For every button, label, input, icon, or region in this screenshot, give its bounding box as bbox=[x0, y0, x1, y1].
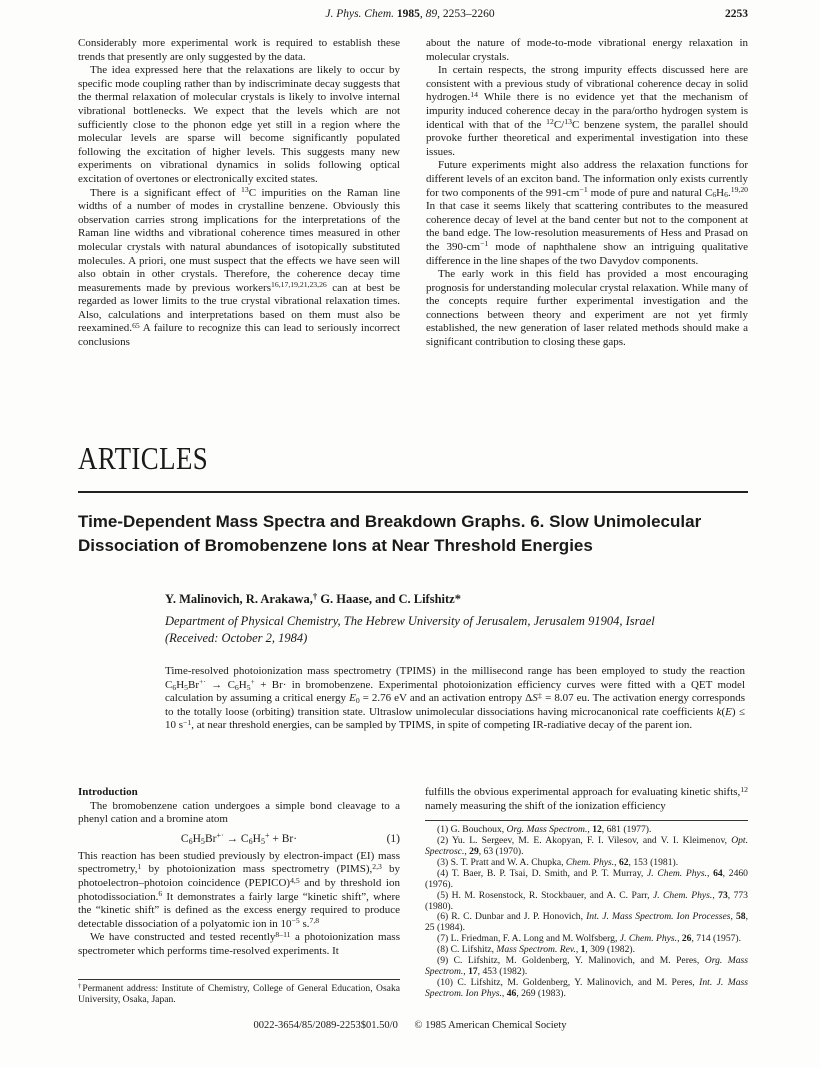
text-run: , 25 (1984). bbox=[425, 911, 748, 934]
references-rule bbox=[425, 820, 748, 821]
bold-run: 1985 bbox=[396, 8, 420, 20]
italic-run: Int. J. Mass Spectrom. Ion Processes bbox=[586, 911, 731, 923]
bold-run: 26 bbox=[681, 933, 692, 945]
bold-run: 73 bbox=[718, 889, 728, 901]
abstract bbox=[165, 665, 745, 733]
italic-run: Opt. Spectrosc. bbox=[425, 835, 748, 857]
superscript: 7,8 bbox=[309, 916, 320, 926]
text-run: Br bbox=[187, 678, 199, 691]
section-heading: ARTICLES bbox=[78, 440, 209, 476]
equation-number: (1) bbox=[386, 832, 400, 845]
article-title: Time-Dependent Mass Spectra and Breakdown Graphs. 6. Slow Unimolecular Dissociation of Bromobenzene Ions at Near Threshold Energies bbox=[78, 512, 702, 555]
italic-run: J. Chem. Phys. bbox=[652, 889, 713, 901]
text-run: (1) G. Bouchoux, bbox=[437, 824, 507, 836]
superscript: 8–11 bbox=[275, 929, 291, 939]
references bbox=[425, 825, 748, 1000]
text-run: , 714 (1957). bbox=[691, 933, 742, 945]
text-run: . bbox=[727, 186, 731, 199]
text-run: and by threshold ion photodissociation. bbox=[78, 876, 400, 903]
superscript: 2,3 bbox=[372, 861, 382, 871]
italic-run: E bbox=[725, 705, 732, 718]
text-run: H bbox=[252, 832, 261, 845]
superscript: −5 bbox=[291, 916, 300, 926]
text-run: , 453 (1982). bbox=[477, 965, 528, 977]
italic-run: Org. Mass Spectrom. bbox=[425, 955, 748, 977]
left-column bbox=[78, 37, 400, 350]
text-run: Considerably more experimental work is required to establish these trends that presently are only suggested by the data. bbox=[78, 37, 400, 63]
introduction-left-column bbox=[78, 786, 400, 1005]
text-run: , bbox=[706, 867, 714, 879]
text-run: (8) C. Lifshitz, bbox=[437, 944, 497, 956]
bold-run: 46 bbox=[506, 987, 517, 999]
text-run: fulfills the obvious experimental approach for evaluating kinetic shifts, bbox=[425, 786, 741, 798]
text-run: (2) Yu. L. Sergeev, M. E. Akopyan, F. I. Vilesov, and V. I. Kleimenov, bbox=[437, 835, 732, 847]
text-run: ) ≤ 10 s bbox=[165, 705, 746, 732]
text-run: , bbox=[730, 911, 736, 923]
issn-code: 0022-3654/85/2089-2253$01.50/0 bbox=[253, 1020, 398, 1031]
text-run: , bbox=[677, 933, 682, 945]
bold-run: 64 bbox=[713, 867, 723, 879]
italic-run: Mass Spectrom. Rev. bbox=[496, 944, 576, 956]
text-run: Permanent address: Institute of Chemistry, College of General Education, Osaka University, Osaka, Japan. bbox=[78, 983, 400, 1005]
text-run: (3) S. T. Pratt and W. A. Chupka, bbox=[437, 856, 566, 868]
text-run: (4) T. Baer, B. P. Tsai, D. Smith, and P. T. Murray, bbox=[437, 867, 648, 879]
text-run: , bbox=[463, 965, 469, 977]
text-run: It demonstrates a fairly large “kinetic shift”, where the “kinetic shift” is defined as the excess energy required to produce detectable dissociation of a polyatomic ion in 10 bbox=[78, 890, 400, 930]
text-run: mode of naphthalene show an intriguing qualitative difference in the line shapes of the two Davydov components. bbox=[426, 240, 748, 267]
text-run: , bbox=[464, 846, 470, 857]
superscript: 16,17,19,21,23,26 bbox=[271, 280, 327, 290]
italic-run: J. Chem. Phys. bbox=[647, 867, 707, 879]
subscript: 6 bbox=[724, 190, 728, 200]
subscript: 0 bbox=[355, 696, 360, 706]
text-run: , 153 (1981). bbox=[628, 856, 679, 868]
footer bbox=[0, 1019, 820, 1033]
text-run: Br bbox=[204, 832, 217, 845]
paragraph bbox=[425, 786, 748, 813]
text-run: ( bbox=[721, 705, 726, 718]
text-run: , 773 (1980). bbox=[425, 889, 748, 912]
paragraph bbox=[78, 800, 400, 827]
text-run: G. Haase, and C. Lifshitz* bbox=[317, 592, 461, 606]
text-run: H bbox=[176, 678, 185, 691]
text-run: , 309 (1982). bbox=[585, 944, 635, 956]
italic-run: k bbox=[716, 705, 722, 718]
text-run: (9) C. Lifshitz, M. Goldenberg, Y. Malinovich, and M. Peres, bbox=[437, 955, 705, 967]
text-run: H bbox=[716, 186, 725, 199]
subscript: 5 bbox=[260, 836, 265, 846]
superscript: 65 bbox=[132, 321, 140, 331]
text-run: H bbox=[192, 832, 201, 845]
superscript: −1 bbox=[579, 185, 588, 195]
text-run: , bbox=[587, 824, 593, 836]
introduction-heading: Introduction bbox=[78, 786, 138, 798]
text-run: A failure to recognize this can lead to seriously incorrect conclusions bbox=[78, 322, 400, 349]
text-run: The bromobenzene cation undergoes a simple bond cleavage to a phenyl cation and a bromine atom bbox=[78, 799, 400, 826]
text-run: → C bbox=[223, 832, 249, 845]
copyright: © 1985 American Chemical Society bbox=[414, 1020, 567, 1031]
paragraph bbox=[78, 187, 400, 350]
superscript: 13 bbox=[241, 185, 249, 195]
italic-run: Chem. Phys. bbox=[565, 856, 615, 868]
text-run: + Br· bbox=[269, 832, 298, 845]
superscript: 12 bbox=[546, 117, 554, 127]
subscript: 6 bbox=[172, 682, 177, 692]
footnote bbox=[78, 979, 400, 1005]
reference-item bbox=[425, 912, 748, 934]
text-run: = 8.07 eu. The activation energy corresponds to the totally loose (orbiting) transition state. Ultraslow unimolecular dissociations having microcanonical rate coefficients bbox=[165, 692, 745, 718]
italic-run: Org. Mass Spectrom. bbox=[506, 824, 588, 836]
superscript: 12 bbox=[740, 784, 748, 794]
text-run: , 2460 (1976). bbox=[425, 867, 748, 890]
text-run: (10) C. Lifshitz, M. Goldenberg, Y. Malinovich, and M. Peres, bbox=[437, 976, 700, 988]
subscript: 5 bbox=[184, 682, 188, 692]
reference-item bbox=[425, 891, 748, 913]
affiliation: Department of Physical Chemistry, The Hebrew University of Jerusalem, Jerusalem 91904, Israel bbox=[165, 614, 655, 628]
text-run: , bbox=[501, 987, 507, 999]
text-run: In that case it seems likely that scattering contributes to the measured coherence decay of level at the band center but not to the component at the band edge. The low-resolution measurements of Hess and Prasad on the 390-cm bbox=[426, 200, 748, 253]
italic-run: J. Chem. Phys. bbox=[619, 933, 678, 945]
subscript: 5 bbox=[200, 836, 205, 846]
received-date: (Received: October 2, 1984) bbox=[165, 631, 308, 645]
text-run: The idea expressed here that the relaxations are likely to occur by specific mode coupling rather than by indiscriminate decay suggests that the thermal relaxation of molecular crystals is likely to involve internal vibrational bottlenecks. We expect that the levels which are not sufficiently close to the phonon edge yet still in a region where the molecular levels are sparse will become significantly populated following the excitation of higher levels. This suggests many new experiments on vibrational dynamics in solids following optical excitation of overtones or electronically excited states. bbox=[78, 64, 400, 185]
text-run: , at near threshold energies, can be sampled by TPIMS, in spite of competing IR-radiative decay of the parent ion. bbox=[191, 719, 693, 732]
text-run: s. bbox=[299, 917, 310, 930]
text-run: , 63 (1970). bbox=[478, 846, 524, 857]
text-run: → C bbox=[205, 678, 235, 691]
text-run: , 2253–2260 bbox=[437, 8, 495, 20]
text-run: While there is no evidence yet that the mechanism of impurity induced coherence decay in the para/ortho hydrogen system is identical with that of the bbox=[426, 91, 748, 131]
superscript: † bbox=[312, 591, 318, 602]
superscript: 1 bbox=[137, 861, 142, 871]
superscript: + bbox=[264, 831, 270, 841]
text-run: (6) R. C. Dunbar and J. P. Honovich, bbox=[437, 911, 587, 923]
reference-item bbox=[425, 978, 748, 1000]
text-run: C impurities on the Raman line widths of a number of modes in crystalline benzene. Obviously this observation carries strong implications for the interpretations of the Raman line widths and vibrational coherence times measured in other molecular crystals with natural abundances of isotopically substituted molecules. A priori, one must suspect that the effects we have seen will also obtain in other crystals. Therefore, the coherence decay time measurements made by previous workers bbox=[78, 186, 400, 294]
journal-citation bbox=[325, 8, 494, 20]
italic-run: 89 bbox=[425, 8, 438, 20]
superscript: 13 bbox=[564, 117, 572, 127]
superscript: 6 bbox=[158, 889, 163, 899]
text-run: , bbox=[419, 8, 426, 20]
text-run: mode of pure and natural C bbox=[587, 186, 713, 199]
equation-formula bbox=[181, 833, 297, 845]
superscript: +· bbox=[198, 677, 206, 687]
superscript: −1 bbox=[480, 239, 489, 249]
text-run: In certain respects, the strong impurity effects discussed here are consistent with a previous study of vibrational coherence decay in solid hydrogen. bbox=[426, 64, 748, 104]
page-number: 2253 bbox=[725, 8, 748, 20]
subscript: 6 bbox=[248, 836, 253, 846]
text-run: , 269 (1983). bbox=[516, 987, 566, 999]
paragraph bbox=[78, 850, 400, 932]
equation bbox=[78, 830, 400, 848]
text-run: about the nature of mode-to-mode vibrational energy relaxation in molecular crystals. bbox=[426, 37, 748, 63]
text-run: , bbox=[712, 889, 719, 901]
bold-run: 12 bbox=[592, 824, 602, 836]
text-run: (7) L. Friedman, F. A. Long and M. Wolfsberg, bbox=[437, 933, 620, 945]
text-run: The early work in this field has provided a most encouraging prognosis for understanding molecular crystal relaxation. While many of the concepts require further experimental investigation and the connections between theory and experiment are not yet firmly established, the new generation of laser related methods should make a significant contribution to closing these gaps. bbox=[426, 268, 748, 349]
author-list bbox=[165, 592, 461, 607]
text-run: Future experiments might also address the relaxation functions for different levels of an exciton band. The information only exists currently for two components of the 991-cm bbox=[426, 159, 748, 199]
text-run: C/ bbox=[553, 118, 565, 131]
text-run: , bbox=[614, 856, 619, 868]
superscript: ‡ bbox=[537, 690, 543, 700]
reference-item bbox=[425, 869, 748, 891]
superscript: † bbox=[78, 982, 83, 990]
italic-run: S bbox=[532, 692, 538, 705]
text-run: Y. Malinovich, R. Arakawa, bbox=[165, 592, 313, 606]
text-run: + Br· in bromobenzene. Experimental photoionization efficiency curves were fitted with a QET model calculation by assuming a critical energy bbox=[165, 678, 745, 705]
paragraph bbox=[426, 268, 748, 350]
text-run: We have constructed and tested recently bbox=[90, 931, 276, 944]
bold-run: 1 bbox=[580, 944, 586, 956]
text-run: Time-resolved photoionization mass spectrometry (TPIMS) in the millisecond range has been employed to study the reaction C bbox=[165, 665, 745, 691]
paragraph bbox=[426, 37, 748, 64]
text-run: = 2.76 eV and an activation entropy Δ bbox=[359, 692, 533, 705]
bold-run: 58 bbox=[736, 911, 746, 923]
text-run: C benzene system, the parallel should provoke further theoretical and experimental investigation into these issues. bbox=[426, 118, 748, 158]
reference-item bbox=[425, 956, 748, 978]
preceding-article bbox=[78, 37, 748, 350]
running-header bbox=[0, 7, 820, 21]
introduction-right-column bbox=[425, 786, 748, 1000]
text-run: C bbox=[180, 832, 189, 845]
text-run: There is a significant effect of bbox=[90, 186, 242, 199]
text-run: This reaction has been studied previously by electron-impact (EI) mass spectrometry, bbox=[78, 849, 400, 876]
bold-run: 29 bbox=[469, 846, 479, 857]
subscript: 6 bbox=[712, 190, 717, 200]
bold-run: 62 bbox=[618, 856, 629, 868]
reference-item bbox=[425, 836, 748, 858]
paragraph bbox=[78, 37, 400, 64]
text-run: by photoionization mass spectrometry (PIMS), bbox=[141, 863, 373, 876]
text-run: a photoionization mass spectrometer which performs time-resolved experiments. It bbox=[78, 931, 400, 957]
italic-run: Int. J. Mass Spectrom. Ion Phys. bbox=[425, 976, 748, 999]
superscript: −1 bbox=[183, 717, 192, 727]
right-column bbox=[426, 37, 748, 350]
text-run: , 681 (1977). bbox=[601, 824, 652, 836]
subscript: 6 bbox=[234, 682, 239, 692]
bold-run: 17 bbox=[468, 965, 478, 977]
section-rule bbox=[78, 491, 748, 493]
text-run: (5) H. M. Rosenstock, R. Stockbauer, and A. C. Parr, bbox=[437, 889, 653, 901]
text-run: H bbox=[238, 678, 247, 691]
subscript: 5 bbox=[246, 682, 251, 692]
paragraph bbox=[78, 931, 400, 958]
text-run: by photoelectron–photoion coincidence (PEPICO) bbox=[78, 863, 400, 889]
italic-run: E bbox=[349, 692, 356, 705]
superscript: 19,20 bbox=[730, 185, 749, 195]
text-run: namely measuring the shift of the ionization efficiency bbox=[425, 799, 666, 812]
superscript: 4,5 bbox=[290, 875, 300, 885]
superscript: +· bbox=[216, 831, 224, 841]
italic-run: J. Phys. Chem. bbox=[325, 8, 395, 20]
paragraph bbox=[78, 64, 400, 186]
paragraph bbox=[426, 159, 748, 268]
superscript: 14 bbox=[470, 89, 478, 99]
paragraph bbox=[426, 64, 748, 159]
superscript: + bbox=[250, 677, 255, 687]
text-run: , bbox=[575, 944, 581, 956]
subscript: 6 bbox=[188, 836, 193, 846]
text-run: can at best be regarded as lower limits to the true crystal vibrational relaxation times. Also, calculations and interpretations based on them must also be reexamined. bbox=[78, 281, 400, 335]
